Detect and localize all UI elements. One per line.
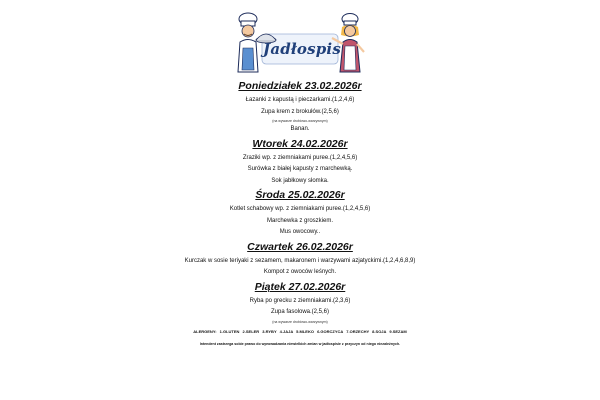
day-title: Poniedziałek 23.02.2026r — [238, 80, 362, 92]
dish-line: Marchewka z groszkiem. — [266, 217, 334, 224]
day-section — [0, 239, 600, 279]
dish-line: Mus owocowy.. — [279, 229, 321, 235]
dish-note: (na wywarze drobiowo-warzywnym) — [272, 319, 328, 324]
dish-line: Ryba po grecku z ziemniakami.(2,3,6) — [249, 297, 351, 304]
dish-line: Surówka z białej kapusty z marchewką. — [247, 166, 353, 172]
dish-line: Łazanki z kapustą i pieczarkami.(1,2,4,6) — [245, 97, 355, 103]
day-title: Środa 25.02.2026r — [255, 189, 345, 201]
menu-list — [0, 78, 600, 351]
dish-line: Kurczak w sosie teriyaki z sezamem, makaronem i warzywami azjatyckimi.(1,2,4,6,8,9) — [184, 257, 416, 264]
dish-note: (na wywarze drobiowo-warzywnym) — [272, 119, 328, 123]
dish-line: Kotlet schabowy wp. z ziemniakami puree.(1,2,4,5,6) — [229, 206, 371, 212]
disclaimer: Intendent zastrzega sobie prawo do wprowadzania niewielkich zmian w jadłospisie z przyczyn od niego niezależnych. — [199, 341, 401, 346]
dish-line: Banan. — [290, 126, 310, 132]
day-section — [0, 279, 600, 325]
dish-line: Zupa krem z brokułów.(2,5,6) — [261, 108, 339, 115]
day-title: Piątek 27.02.2026r — [254, 280, 346, 293]
logo-title: Jadłospis — [263, 40, 341, 58]
dish-line: Zupa fasolowa.(2,5,6) — [270, 309, 330, 315]
dish-line: Zraziki wp. z ziemniakami puree.(1,2,4,5,6) — [242, 154, 358, 161]
day-section — [0, 187, 600, 239]
dish-line: Kompot z owoców leśnych. — [263, 269, 337, 275]
day-section — [0, 78, 600, 136]
dish-line: Sok jabłkowy słomka. — [271, 177, 329, 184]
day-title: Czwartek 26.02.2026r — [247, 240, 353, 253]
allergens-legend: ALERGENY: 1.GLUTEN 2.SELER 3.RYBY 4.JAJA 5.MLEKO 6.GORCZYCA 7.ORZECHY 8.SOJA 9.SEZAM — [193, 328, 407, 334]
day-title: Wtorek 24.02.2026r — [252, 137, 348, 150]
day-section — [0, 136, 600, 188]
